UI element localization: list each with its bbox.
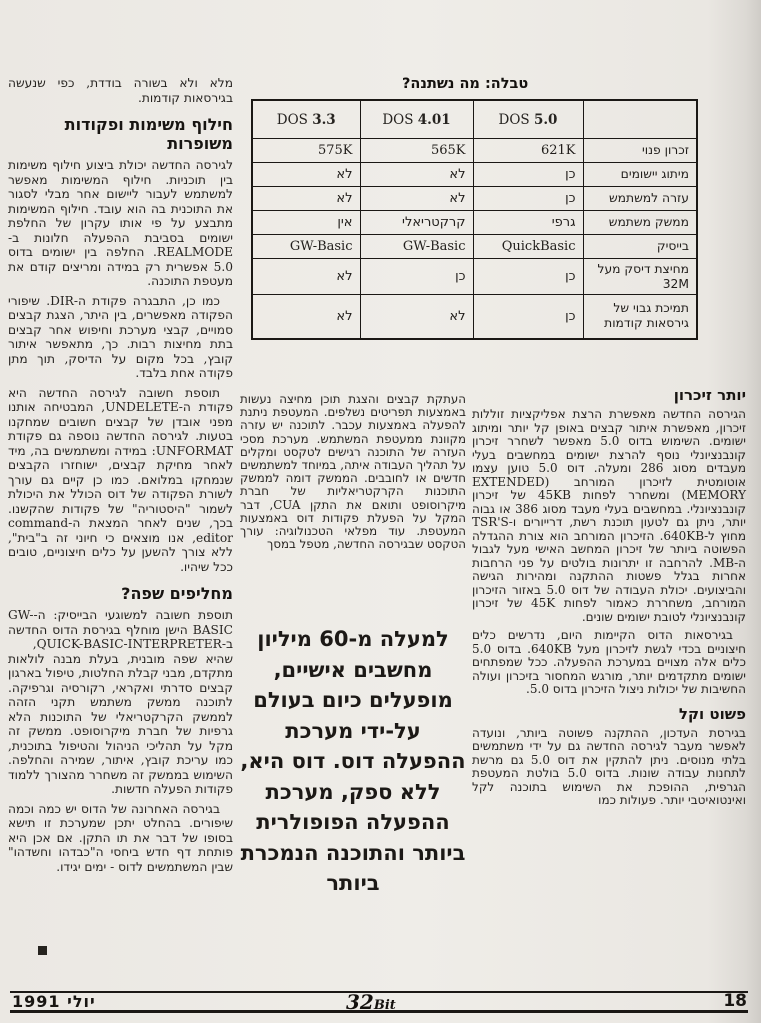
table-cell: כן <box>473 163 583 187</box>
table-row <box>252 211 697 235</box>
table-cell: כן <box>360 259 473 295</box>
table-cell: לא <box>252 259 360 295</box>
pull-quote: למעלה מ-60 מיליון מחשבים אישיים, מופעלים כיום בעולם על-ידי מערכת ההפעלה דוס. דוס היא, ללא ספק, מערכת ההפעלה הפופולרית ביותר והתוכנה הנמכרת ביותר <box>240 627 466 895</box>
table-row <box>252 163 697 187</box>
table-row-label: זכרון פנוי <box>583 139 697 163</box>
section-heading: חילוף משימות ופקודות משופרות <box>64 115 233 153</box>
table-cell: כן <box>473 295 583 339</box>
logo-number: 32 <box>346 990 374 1014</box>
section-heading: מחליפים שפה? <box>121 584 233 603</box>
table-header-row <box>252 100 697 139</box>
table-row-label: מחיצת דיסק מעל 32M <box>583 259 697 295</box>
table-header-dos401: DOS 4.01 <box>360 100 473 139</box>
table-row <box>252 259 697 295</box>
table-row-label: עזרה למשתמש <box>583 187 697 211</box>
table-header-empty <box>583 100 697 139</box>
table-cell: לא <box>360 295 473 339</box>
table-cell: 621K <box>473 139 583 163</box>
body-paragraph: לגירסה החדשה יכולת ביצוע חילוף משימות בין תוכניות. חילוף המשימות מאפשר למשתמש לעבור ליישום אחר מבלי לסגור את התוכנית בה הוא עובד. חילוף המשימות מתבצע על פי אותו עקרון של החלפת ישומים בסביבת ההפעלה חלונות ב-REALMODE. החלפה בין ישומים בדוס 5.0 אפשרית רק במידה ומריצים קודם את מעטפת התוכנה. <box>8 158 233 288</box>
table-header-dos50: DOS 5.0 <box>473 100 583 139</box>
table-row-label: תמיכת גבוי של גירסאות קודמות <box>583 295 697 339</box>
body-paragraph: תוספת חשובה לגירסה החדשה היא פקודת ה-UNDELETE, המבטיחה אותנו מפני אובדן של קבצים חשובים שמחקנו בטעות. לגירסה החדשה נוספה גם פקודת UNFORMAT: במידה ומשתמשים בה, מיד לאחר מחיקת קבצים, ישוחזרו הקבצים שנמחקו במלואם. כמו כן קיים גם עורך לשורת הפקודה של דוס הכולל את היכולת לשמור "היסטוריה" של פקודות שהקשנו. בכך, שנים לאחר המצאת ה-command editor, אנו מוצאים כי חיוני זה ב"בית", ללא צורך להשען על כלים חיצוניים, טובים ככל שיהיו. <box>8 385 234 574</box>
table-cell: כן <box>473 187 583 211</box>
body-paragraph: כמו כן, התבגרה פקודת ה-DIR. שיפורי הפקודה מאפשרים, בין היתר, הצגת קבצים סמויים, קבצי מערכת וחיפוש אחר קבצים בתת מחיצות רבות. כך, מתאפשר איתור קובץ, בכל מקום על הדיסק, תוך מתן פקודה אחת בלבד. <box>8 293 233 380</box>
table-title: טבלה: מה נשתנה? <box>402 76 529 92</box>
table-cell: לא <box>360 187 473 211</box>
body-paragraph: העתקת קבצים והצגת תוכן מחיצה נעשות באמצעות תפריטים נשלפים. המעטפת ניתנת להפעלה באמצעות עכבר. לתוכנה יש עזרה מקוונת ממעטפת המשתמש. מערכת מסכי העזרה של התוכנה רגישים לטקסט ומקלים על תהליך העבודה איתה, במיוחד למשתמשים חדשים או לחובבים. הממשק דומה לממשק התוכנות הקרקטריאליות של חברת מיקרוסופט ותואם את התקן CUA, דבר המקל על הפעלת פקודות דוס באמצעות המעטפת. עוד מפלאי הטכנולוגיה: עורך הטקסט שבגירסה החדשה, מטפל במסך <box>240 392 467 552</box>
end-of-article-marker <box>38 946 47 955</box>
logo-suffix: Bit <box>373 998 396 1013</box>
body-paragraph: בגירסה האחרונה של הדוס יש כמה וכמה שיפורים. בהחלט יתכן שמערכת זו תישא בסופו של דבר את תו התקן. אם אכן היא פותחת דף חדש ביחסי ה"כבדהו וחשדהו" שבין המשתמשים לדוס - ימים יגידו. <box>8 801 233 874</box>
table-cell: גרפי <box>473 211 583 235</box>
table-row <box>252 139 697 163</box>
section-heading: פשוט וקל <box>678 704 746 723</box>
table-row-label: בייסיק <box>583 235 697 259</box>
table-cell: לא <box>252 295 360 339</box>
table-cell: לא <box>360 163 473 187</box>
table-row <box>252 295 697 339</box>
table-cell: 565K <box>360 139 473 163</box>
article-left-column <box>8 76 233 879</box>
article-right-column <box>472 386 746 813</box>
dos-comparison-table <box>253 99 698 340</box>
body-paragraph: תוספת חשובה למשוגעי הבייסיק: ה-GW-BASIC הישן מוחלף בגירסת הדוס החדשה ב-QUICK-BASIC-INTERPRETER, שהיא שפה מובנית, בעלת מבנה לולאות מתקדם, מבני קבלת החלטות, טיפול בארגון קבצים סדרתי ואקראי, רקורסיה וגרפיקה. לתוכנה ממשק משתמש תקני הזהה לממשק הקרקטריאלי של התוכנות הלא גרפיות של חברת מיקרוסופט. ממשק זה מקל על תהליכי הניהול והטיפול בתוכנית, כמו עריכת קובץ, איתור, שמירה והחלפה. השימוש בממשק זה משחרר מהצורך ללמוד פקודות הפעלה חדשות. <box>8 608 233 796</box>
table-row-label: ממשק משתמש <box>583 211 697 235</box>
table-cell: אין <box>252 211 360 235</box>
continuation-paragraph: מלא ולא בשורה בודדת, כפי שנעשה בגירסאות קודמות. <box>8 76 233 105</box>
table-cell: 575K <box>252 139 360 163</box>
table-row-label: מיתוג יישומים <box>583 163 697 187</box>
table-row <box>252 235 697 259</box>
table-cell: לא <box>252 163 360 187</box>
table-cell: לא <box>252 187 360 211</box>
table-row <box>252 187 697 211</box>
page-number: 18 <box>723 991 747 1011</box>
table-cell: GW-Basic <box>252 235 360 259</box>
body-paragraph: בגירסת העדכון, ההתקנה פשוטה ביותר, ונועדה לאפשר מעבר לגירסה החדשה גם על ידי משתמשים בלתי מנוסים. ניתן להתקין את דוס 5.0 גם מרשת לתחנות עבודה שונות. בדוס 5.0 בולטת המעטפת הגרפית, ההופכת את השימוש בתוכנה לקל ואינטואיטבי יותר. פעולות כמו <box>472 725 746 807</box>
table-cell: כן <box>473 259 583 295</box>
article-middle-column <box>240 393 466 556</box>
table-cell: קרקטריאלי <box>360 211 473 235</box>
section-heading: יותר זיכרון <box>673 386 746 404</box>
table-cell: GW-Basic <box>360 235 473 259</box>
footer-date: יולי 1991 <box>12 992 96 1011</box>
magazine-logo <box>346 990 396 1014</box>
table-cell: QuickBasic <box>473 235 583 259</box>
body-paragraph: הגירסה החדשה מאפשרת הרצת אפליקציות זוללות זיכרון, מאפשרת איתור קבצים באופן קל יותר ומיתוג ישומים. השימוש בדוס 5.0 מאפשר לשחרר זיכרון קונבנציונלי נוסף להרצת ישומים במחשבים בעלי מעבדים מסוג 286 ומעלה. דוס 5.0 טוען עצמו אוטומטית לזיכרון המורחב (EXTENDED MEMORY) ומשחרר לפחות 45KB של זיכרון קונבנציונלי. במחשבים בעלי מעבד מסוג 386 או גבוה יותר, ניתן גם לטעון תוכנת רשת, דרייורים ו-TSR'S מחוץ ל-640KB. הזיכרון המורחב הוא צורת ההגדלה הפשוטה ביותר של זיכרון המחשב האישי מעל לגבול ה-MB. להרחבה זו יתרונות בולטים על פני הרחבות אחרות בגלל פשטות ההתקנה ומהירות הגישה והביצועים. יכולת העבודה של דוס 5.0 באזור הזיכרון המורחב, משחררת כאמור לפחות 45K של זיכרון קונבנציונלי לטובת ישומים שונים. <box>472 407 746 624</box>
table-header-dos33: DOS 3.3 <box>252 100 360 139</box>
body-paragraph: בגירסאות הדוס הקיימות היום, נדרשים כלים חיצוניים בכדי לגשת לזיכרון מעל 640KB. בדוס 5.0 כלים אלה מצויים במערכת ההפעלה. ככל שמפתחים ישומים מתקדמים יותר, מורגש המחסור בזיכרון ועולה החשיבות של יכולות ניצול הזיכרון בדוס 5.0. <box>472 628 746 696</box>
